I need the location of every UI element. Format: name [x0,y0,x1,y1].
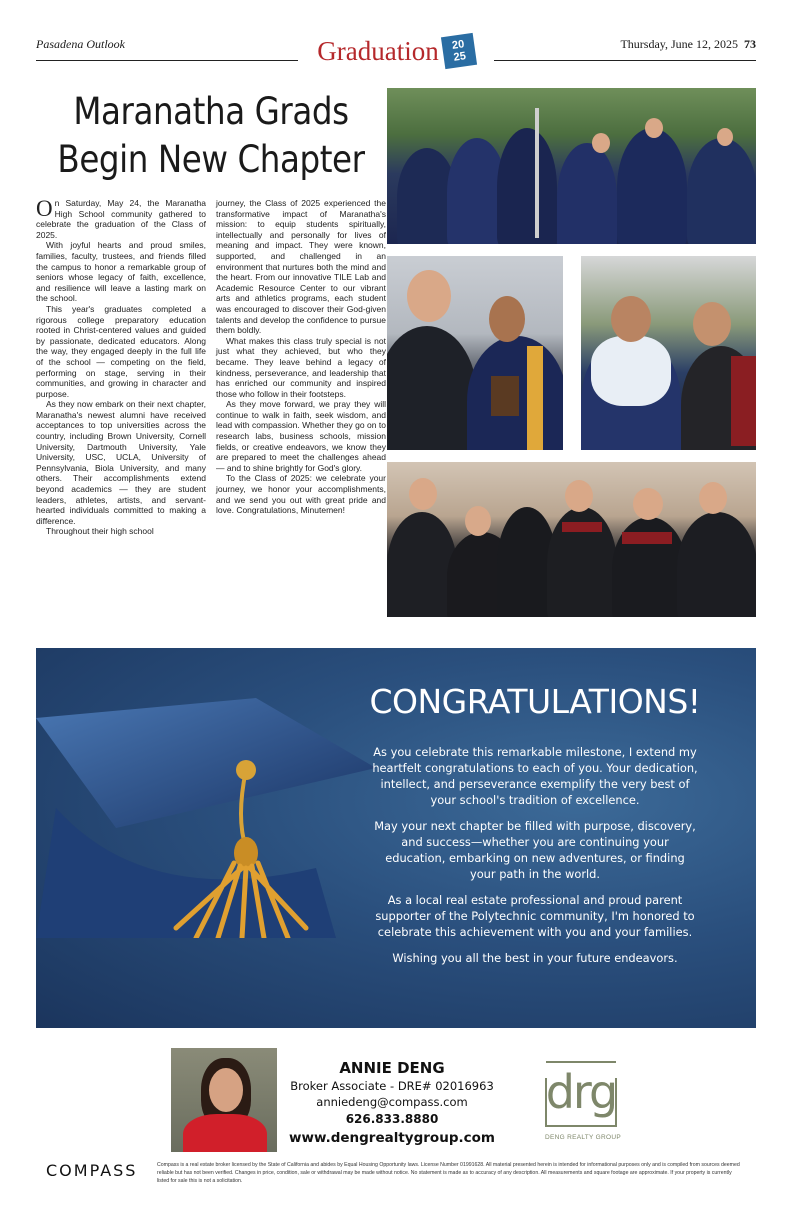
photo-graduates-procession [387,88,756,244]
article-paragraph: On Saturday, May 24, the Maranatha High School community gathered to celebrate the graduation of the Class of 2025. [36,196,206,240]
article-paragraph: This year's graduates completed a rigorous college preparatory education rooted in Christ-centered values and guided by passionate, dedicated educators. Along the way, they engaged deeply in the full life of the school — competing on the field, performing on stage, serving in their communities, and growing in character and purpose. [36,303,206,399]
compass-logo: COMPASS [46,1161,138,1180]
agent-title: Broker Associate - DRE# 02016963 [290,1079,494,1093]
ad-heading: CONGRATULATIONS! [369,682,701,721]
headline-line-1: Maranatha Grads [73,90,349,133]
year-top: 20 [450,38,465,52]
article-paragraph: As they now embark on their next chapter, Maranatha's newest alumni have received acceptances to top universities across the country, including Brown University, Cornell University, Dartmouth University, Yale University, USC, UCLA, University of Pennsylvania, Biola University, and many others. Their accomplishments extend beyond academics — they are student leaders, athletes, artists, and servant-hearted individuals committed to making a difference. [36,399,206,526]
logo-subtitle: DENG REALTY GROUP [544,1134,621,1141]
logo-letters: drg [545,1065,617,1119]
header-date-block [620,37,756,52]
agent-website[interactable]: www.dengrealtygroup.com [289,1130,495,1146]
drop-cap: O [36,196,53,221]
ad-paragraph: May your next chapter be filled with purpose, discovery, and success—whether you are continuing your education, embarking on new adventures, or finding your path in the world. [374,819,696,881]
article-headline [57,88,365,184]
article-paragraph: To the Class of 2025: we celebrate your journey, we honor your accomplishments, and we send you out with great pride and love. Congratulations, Minutemen! [216,473,386,516]
article-paragraph: Throughout their high school [46,526,154,537]
article-paragraph: What makes this class truly special is not just what they achieved, but who they became. They leave behind a legacy of kindness, perseverance, and leadership that has enriched our community and inspired those who follow in their footsteps. [216,335,386,399]
agent-name: ANNIE DENG [339,1059,445,1077]
ad-body [372,744,698,976]
agent-email[interactable]: anniedeng@compass.com [316,1095,468,1109]
ad-paragraph: As you celebrate this remarkable milestone, I extend my heartfelt congratulations to each of you. Your dedication, intellect, and perseverance exemplify the very best of your school's tradition of excellence. [372,745,698,807]
article-paragraph: With joyful hearts and proud smiles, families, faculty, trustees, and friends filled the campus to honor a remarkable group of seniors whose legacy of faith, excellence, and resilience will leave a lasting mark on the school. [36,240,206,304]
legal-disclaimer: Compass is a real estate broker licensed by the State of California and abides by Equal Housing Opportunity laws. License Number 01991628. All material presented herein is intended for informational purposes only and is compiled from sources deemed reliable but has not been verified. Changes in price, condition, sale or withdrawal may be made without notice. No statement is made as to accuracy of any description. All measurements and square footage are approximate. If your property is currently listed for sale this is not a solicitation. [157,1162,740,1184]
header-rule-left [36,60,298,61]
agent-phone[interactable]: 626.833.8880 [345,1112,439,1126]
article-column-2 [216,198,386,516]
photo-graduate-with-leis [581,256,756,450]
agent-contact [280,1058,504,1148]
logo-mark [544,1060,618,1128]
ad-paragraph: As a local real estate professional and proud parent supporter of the Polytechnic community, I'm honored to celebrate this achievement with you and your families. [375,893,695,939]
congratulations-ad [36,648,756,1028]
ad-paragraph: Wishing you all the best in your future endeavors. [392,951,678,965]
issue-date: Thursday, June 12, 2025 [620,37,738,51]
section-title: Graduation [317,35,439,66]
headline-line-2: Begin New Chapter [57,138,365,181]
section-banner [298,33,494,69]
agent-photo [171,1048,277,1152]
article-paragraph: journey, the Class of 2025 experienced the transformative impact of Maranatha's mission: to equip students spiritually, intellectually and personally for lives of meaning and impact. They were known, supported, and challenged in an environment that nurtures both the mind and the heart. From our innovative TILE Lab and Academic Resource Center to our vibrant arts and athletics programs, each student was encouraged to discover their God-given talents and develop the confidence to pursue them boldly. [216,198,386,336]
publication-name: Pasadena Outlook [36,37,125,51]
header-rule-right [494,60,756,61]
article-column-1 [36,198,206,537]
deng-realty-logo [544,1060,622,1144]
photo-faculty-group [387,462,756,617]
page-number: 73 [744,37,756,51]
graduation-cap-icon [36,678,416,938]
year-bottom: 25 [452,50,467,64]
photo-graduate-with-award [387,256,563,450]
year-badge [441,33,477,69]
article-paragraph: As they move forward, we pray they will continue to walk in faith, seek wisdom, and lead with compassion. Whether they go on to research labs, business schools, mission fields, or creative endeavors, we know they are prepared to meet the challenges ahead — and to shine brightly for God's glory. [216,399,386,473]
